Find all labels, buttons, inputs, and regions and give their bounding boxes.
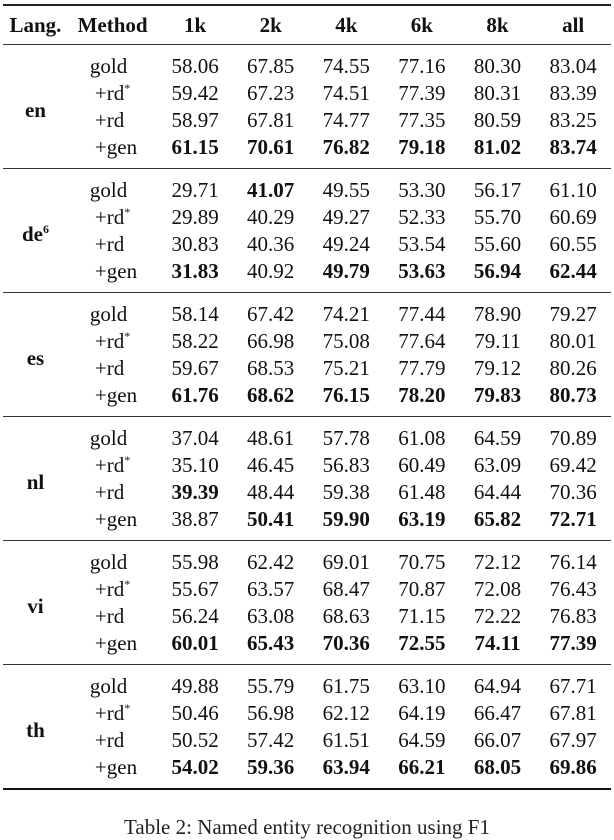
table-row: [3, 134, 611, 169]
table-row: [3, 576, 611, 603]
score-cell: 80.01: [549, 329, 597, 353]
score-cell: 55.98: [171, 550, 219, 574]
score-cell: 60.69: [549, 205, 597, 229]
score-cell: 66.47: [473, 701, 522, 725]
table-row: [3, 541, 611, 577]
score-cell: 66.07: [473, 728, 522, 752]
method-asterisk-mark: *: [124, 205, 131, 219]
lang-label: th: [26, 718, 45, 742]
method-label: +gen: [94, 631, 138, 655]
score-cell: 70.89: [549, 426, 597, 450]
table-row: [3, 382, 611, 417]
method-label: +rd: [94, 604, 125, 628]
header-row: [3, 5, 611, 45]
score-cell: 40.29: [247, 205, 295, 229]
score-cell: 68.62: [247, 383, 295, 407]
score-cell: 70.36: [322, 631, 370, 655]
score-cell: 63.10: [398, 674, 446, 698]
score-cell: 76.82: [322, 135, 370, 159]
score-cell: 74.55: [322, 54, 370, 78]
score-cell: 59.67: [171, 356, 219, 380]
lang-cell: [3, 169, 68, 293]
method-cell: [68, 417, 157, 453]
score-cell: 49.55: [322, 178, 370, 202]
score-cell: 76.83: [549, 604, 597, 628]
score-cell: 60.49: [398, 453, 446, 477]
score-cell: 83.04: [549, 54, 597, 78]
method-cell: [68, 603, 157, 630]
language-group: [3, 417, 611, 541]
score-cell: 46.45: [247, 453, 295, 477]
score-cell: 77.44: [398, 302, 446, 326]
score-cell: 77.39: [549, 631, 597, 655]
lang-label: nl: [26, 470, 45, 494]
score-cell: 70.75: [398, 550, 446, 574]
score-cell: 77.64: [398, 329, 446, 353]
score-cell: 74.11: [474, 631, 521, 655]
score-cell: 77.39: [398, 81, 446, 105]
score-cell: 79.11: [474, 329, 521, 353]
score-cell: 53.54: [398, 232, 446, 256]
score-cell: 80.73: [549, 383, 597, 407]
table-row: [3, 506, 611, 541]
score-cell: 50.41: [247, 507, 295, 531]
table-row: [3, 107, 611, 134]
score-cell: 79.83: [473, 383, 522, 407]
table-row: [3, 665, 611, 701]
score-cell: 57.42: [247, 728, 295, 752]
method-cell: [68, 258, 157, 293]
method-cell: [68, 754, 157, 789]
score-cell: 80.59: [473, 108, 522, 132]
method-label: gold: [89, 426, 128, 450]
score-cell: 77.35: [398, 108, 446, 132]
results-table: [3, 4, 611, 790]
score-cell: 80.30: [473, 54, 522, 78]
score-cell: 59.42: [171, 81, 219, 105]
method-label: +rd: [94, 205, 125, 229]
table-row: [3, 204, 611, 231]
method-label: gold: [89, 674, 128, 698]
method-cell: [68, 355, 157, 382]
score-cell: 63.19: [398, 507, 446, 531]
score-cell: 61.15: [171, 135, 219, 159]
method-asterisk-mark: *: [124, 701, 131, 715]
score-cell: 72.71: [549, 507, 597, 531]
score-cell: 31.83: [171, 259, 219, 283]
lang-cell: [3, 541, 68, 665]
method-label: +rd: [94, 356, 125, 380]
lang-cell: [3, 665, 68, 790]
language-group: [3, 541, 611, 665]
method-cell: [68, 107, 157, 134]
score-cell: 54.02: [171, 755, 219, 779]
table-row: [3, 80, 611, 107]
lang-label: de: [21, 222, 43, 246]
method-cell: [68, 80, 157, 107]
method-label: gold: [89, 550, 128, 574]
score-cell: 67.85: [247, 54, 295, 78]
score-cell: 72.08: [473, 577, 522, 601]
header-all: all: [562, 12, 585, 37]
method-cell: [68, 231, 157, 258]
score-cell: 71.15: [398, 604, 446, 628]
score-cell: 64.94: [473, 674, 522, 698]
score-cell: 75.08: [322, 329, 370, 353]
score-cell: 76.15: [322, 383, 370, 407]
method-cell: [68, 665, 157, 701]
score-cell: 52.33: [398, 205, 446, 229]
method-cell: [68, 293, 157, 329]
method-cell: [68, 452, 157, 479]
score-cell: 76.43: [549, 577, 597, 601]
score-cell: 35.10: [171, 453, 219, 477]
language-group: [3, 665, 611, 790]
score-cell: 40.92: [247, 259, 295, 283]
method-asterisk-mark: *: [124, 453, 131, 467]
method-label: +rd: [94, 329, 125, 353]
method-label: +rd: [94, 728, 125, 752]
score-cell: 79.18: [398, 135, 446, 159]
score-cell: 56.17: [473, 178, 522, 202]
score-cell: 68.53: [247, 356, 295, 380]
language-group: [3, 45, 611, 169]
score-cell: 30.83: [171, 232, 219, 256]
table-caption: Table 2: Named entity recognition using F1: [124, 815, 490, 839]
score-cell: 64.59: [398, 728, 446, 752]
header-lang: Lang.: [9, 12, 62, 37]
table-row: [3, 452, 611, 479]
method-asterisk-mark: *: [124, 329, 131, 343]
table-row: [3, 479, 611, 506]
score-cell: 74.21: [322, 302, 370, 326]
score-cell: 83.39: [549, 81, 597, 105]
method-cell: [68, 382, 157, 417]
table-row: [3, 630, 611, 665]
score-cell: 72.55: [398, 631, 446, 655]
table-row: [3, 293, 611, 329]
score-cell: 67.81: [247, 108, 295, 132]
score-cell: 64.44: [473, 480, 522, 504]
score-cell: 59.36: [247, 755, 295, 779]
score-cell: 79.27: [549, 302, 597, 326]
score-cell: 56.98: [247, 701, 295, 725]
score-cell: 61.08: [398, 426, 446, 450]
score-cell: 58.06: [171, 54, 219, 78]
score-cell: 67.42: [247, 302, 295, 326]
score-cell: 29.89: [171, 205, 219, 229]
score-cell: 49.27: [322, 205, 370, 229]
method-cell: [68, 328, 157, 355]
score-cell: 58.22: [171, 329, 219, 353]
table-row: [3, 754, 611, 789]
score-cell: 53.30: [398, 178, 446, 202]
header-2k: 2k: [259, 12, 282, 37]
score-cell: 70.61: [247, 135, 295, 159]
method-label: +rd: [94, 232, 125, 256]
score-cell: 64.19: [398, 701, 446, 725]
score-cell: 55.67: [171, 577, 219, 601]
lang-cell: [3, 45, 68, 169]
method-label: gold: [89, 302, 128, 326]
language-group: [3, 293, 611, 417]
method-cell: [68, 576, 157, 603]
score-cell: 60.01: [171, 631, 219, 655]
score-cell: 38.87: [171, 507, 219, 531]
score-cell: 70.87: [398, 577, 446, 601]
score-cell: 80.26: [549, 356, 597, 380]
lang-label: es: [26, 346, 45, 370]
method-label: gold: [89, 54, 128, 78]
score-cell: 80.31: [473, 81, 522, 105]
score-cell: 62.42: [247, 550, 295, 574]
score-cell: 69.86: [549, 755, 597, 779]
method-label: +rd: [94, 701, 125, 725]
score-cell: 83.74: [549, 135, 597, 159]
score-cell: 61.76: [171, 383, 219, 407]
score-cell: 79.12: [473, 356, 522, 380]
score-cell: 67.97: [549, 728, 597, 752]
method-cell: [68, 541, 157, 577]
score-cell: 78.90: [473, 302, 522, 326]
score-cell: 41.07: [247, 178, 295, 202]
score-cell: 63.09: [473, 453, 522, 477]
language-group: [3, 169, 611, 293]
score-cell: 59.90: [322, 507, 370, 531]
method-cell: [68, 727, 157, 754]
method-asterisk-mark: *: [124, 81, 131, 95]
method-cell: [68, 45, 157, 81]
score-cell: 58.97: [171, 108, 219, 132]
score-cell: 72.22: [473, 604, 522, 628]
table-row: [3, 700, 611, 727]
score-cell: 57.78: [322, 426, 370, 450]
header-method: Method: [77, 12, 148, 37]
score-cell: 61.51: [322, 728, 370, 752]
score-cell: 68.63: [322, 604, 370, 628]
score-cell: 60.55: [549, 232, 597, 256]
score-cell: 49.24: [322, 232, 370, 256]
method-label: +rd: [94, 453, 125, 477]
table-row: [3, 169, 611, 205]
score-cell: 55.79: [247, 674, 295, 698]
header-8k: 8k: [486, 12, 509, 37]
score-cell: 61.48: [398, 480, 446, 504]
method-cell: [68, 506, 157, 541]
method-cell: [68, 630, 157, 665]
method-label: +rd: [94, 108, 125, 132]
score-cell: 62.12: [322, 701, 370, 725]
score-cell: 63.08: [247, 604, 295, 628]
method-cell: [68, 700, 157, 727]
score-cell: 49.88: [171, 674, 219, 698]
method-label: +rd: [94, 577, 125, 601]
score-cell: 65.82: [473, 507, 522, 531]
score-cell: 63.94: [322, 755, 370, 779]
score-cell: 48.44: [247, 480, 295, 504]
score-cell: 83.25: [549, 108, 597, 132]
score-cell: 77.16: [398, 54, 446, 78]
score-cell: 48.61: [247, 426, 295, 450]
score-cell: 61.75: [322, 674, 370, 698]
score-cell: 29.71: [171, 178, 219, 202]
score-cell: 64.59: [473, 426, 522, 450]
table-row: [3, 258, 611, 293]
score-cell: 50.52: [171, 728, 219, 752]
lang-footnote-mark: 6: [42, 222, 49, 236]
score-cell: 72.12: [473, 550, 522, 574]
method-label: +gen: [94, 135, 138, 159]
table-row: [3, 328, 611, 355]
score-cell: 76.14: [549, 550, 597, 574]
table-row: [3, 603, 611, 630]
score-cell: 74.77: [322, 108, 370, 132]
score-cell: 63.57: [247, 577, 295, 601]
score-cell: 55.70: [473, 205, 522, 229]
score-cell: 70.36: [549, 480, 597, 504]
method-asterisk-mark: *: [124, 577, 131, 591]
method-label: +gen: [94, 259, 138, 283]
score-cell: 69.01: [322, 550, 370, 574]
score-cell: 66.98: [247, 329, 295, 353]
table-row: [3, 231, 611, 258]
score-cell: 77.79: [398, 356, 446, 380]
method-cell: [68, 479, 157, 506]
score-cell: 68.05: [473, 755, 522, 779]
score-cell: 40.36: [247, 232, 295, 256]
lang-label: en: [24, 98, 46, 122]
score-cell: 67.81: [549, 701, 597, 725]
table-row: [3, 727, 611, 754]
header-6k: 6k: [410, 12, 433, 37]
score-cell: 53.63: [398, 259, 446, 283]
score-cell: 67.23: [247, 81, 295, 105]
header-1k: 1k: [183, 12, 207, 37]
score-cell: 39.39: [171, 480, 219, 504]
method-label: gold: [89, 178, 128, 202]
score-cell: 65.43: [247, 631, 295, 655]
table-row: [3, 417, 611, 453]
score-cell: 75.21: [322, 356, 370, 380]
score-cell: 56.94: [473, 259, 522, 283]
lang-cell: [3, 293, 68, 417]
lang-label: vi: [27, 594, 44, 618]
method-label: +gen: [94, 383, 138, 407]
score-cell: 78.20: [398, 383, 446, 407]
score-cell: 59.38: [322, 480, 370, 504]
method-cell: [68, 134, 157, 169]
score-cell: 50.46: [171, 701, 219, 725]
lang-cell: [3, 417, 68, 541]
score-cell: 81.02: [473, 135, 522, 159]
table-row: [3, 45, 611, 81]
header-4k: 4k: [335, 12, 358, 37]
method-cell: [68, 169, 157, 205]
score-cell: 56.24: [171, 604, 219, 628]
score-cell: 61.10: [549, 178, 597, 202]
score-cell: 67.71: [549, 674, 597, 698]
method-label: +rd: [94, 81, 125, 105]
score-cell: 69.42: [549, 453, 597, 477]
score-cell: 58.14: [171, 302, 219, 326]
table-row: [3, 355, 611, 382]
score-cell: 37.04: [171, 426, 219, 450]
method-label: +gen: [94, 755, 138, 779]
score-cell: 56.83: [322, 453, 370, 477]
score-cell: 74.51: [322, 81, 370, 105]
method-label: +rd: [94, 480, 125, 504]
score-cell: 66.21: [398, 755, 446, 779]
method-label: +gen: [94, 507, 138, 531]
score-cell: 68.47: [322, 577, 370, 601]
score-cell: 62.44: [549, 259, 597, 283]
method-cell: [68, 204, 157, 231]
score-cell: 55.60: [473, 232, 522, 256]
score-cell: 49.79: [322, 259, 370, 283]
